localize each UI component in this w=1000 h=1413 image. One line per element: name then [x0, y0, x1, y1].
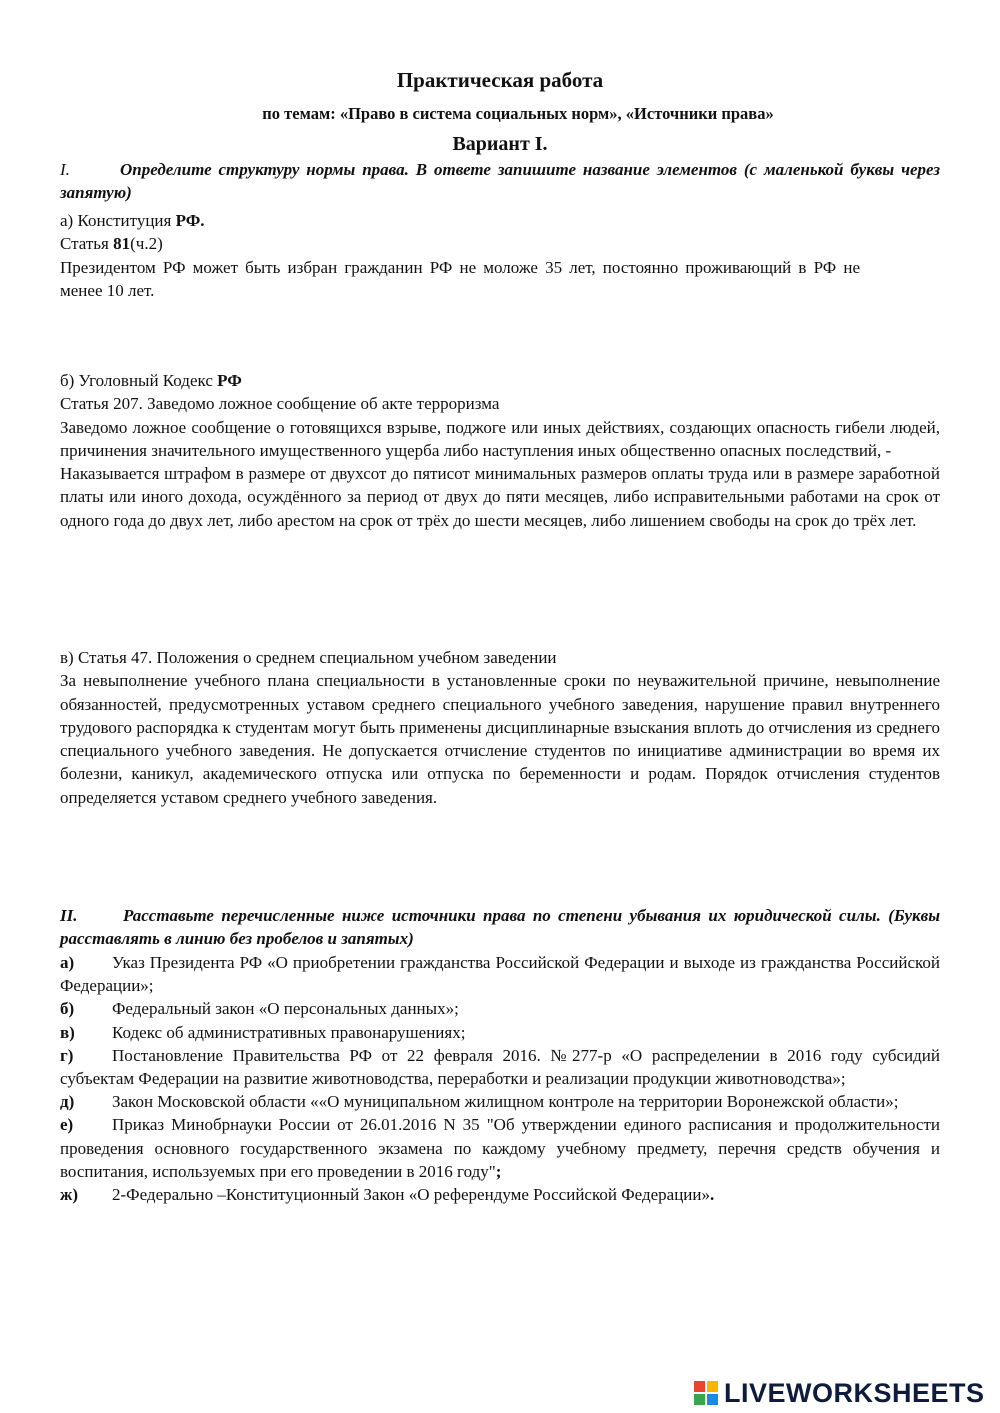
- section-b-source: [60, 369, 940, 392]
- section-c: [60, 646, 940, 809]
- list-item-text: Закон Московской области ««О муниципальном жилищном контроле на территории Воронежской области»;: [112, 1092, 899, 1112]
- list-item-label: д): [60, 1092, 75, 1112]
- section-c-article: в) Статья 47. Положения о среднем специальном учебном заведении: [60, 648, 557, 667]
- list-item-text: Федеральный закон «О персональных данных»;: [112, 999, 459, 1019]
- liveworksheets-logo: [694, 1378, 985, 1408]
- list-item-text: Кодекс об административных правонарушениях;: [112, 1022, 466, 1042]
- list-item-label: в): [60, 1022, 75, 1042]
- task-1-number: I.: [60, 160, 70, 179]
- task-2-number: II.: [60, 906, 78, 925]
- section-a-body: Президентом РФ может быть избран гражданин РФ не моложе 35 лет, постоянно проживающий в РФ не менее 10 лет.: [60, 257, 860, 300]
- section-a-article: [60, 232, 940, 255]
- logo-square: [694, 1381, 705, 1392]
- list-item-text: Указ Президента РФ «О приобретении гражданства Российской Федерации и выходе из гражданства Российской Федерации»;: [60, 953, 940, 996]
- list-item: [60, 1113, 940, 1183]
- task-2-instruction: [60, 904, 940, 950]
- task-2-text: Расставьте перечисленные ниже источники права по степени убывания их юридической силы. (Буквы расставлять в линию без пробелов и запятых): [60, 906, 940, 948]
- section-b-source-text: б) Уголовный Кодекс: [60, 371, 218, 390]
- section-b-paragraph-2: Наказывается штрафом в размере от двухсот до пятисот минимальных размеров оплаты труда или в размере заработной платы или иного дохода, осуждённого за период от двух до пяти месяцев, либо исправительными работами на срок от одного года до двух лет, либо арестом на срок от трёх до шести месяцев, либо лишением свободы на срок до трёх лет.: [60, 464, 940, 530]
- task-1-text: Определите структуру нормы права. В ответе запишите название элементов (с маленькой буквы через запятую): [60, 160, 940, 202]
- list-item: [60, 1044, 940, 1090]
- list-item: [60, 951, 940, 997]
- section-a-source: [60, 209, 940, 232]
- section-b: [60, 369, 940, 532]
- section-a-source-text: а) Конституция: [60, 211, 176, 230]
- section-a-article-prefix: Статья: [60, 234, 114, 254]
- logo-square: [707, 1381, 718, 1392]
- task-1-instruction: [60, 158, 940, 204]
- list-item-tail: ;: [495, 1161, 502, 1181]
- list-item-label: е): [60, 1115, 74, 1135]
- variant-heading: Вариант I.: [452, 133, 548, 155]
- list-item-tail: .: [710, 1185, 715, 1205]
- list-item-label: г): [60, 1045, 74, 1065]
- logo-text: LIVEWORKSHEETS: [724, 1377, 985, 1408]
- list-item-text: Приказ Минобрнауки России от 26.01.2016 N 35 "Об утверждении единого расписания и продолжительности проведения основного государственного экзамена по каждому учебному предмету, перечня средств обучения и воспитания, используемых при его проведении в 2016 году": [60, 1115, 940, 1181]
- logo-square: [707, 1394, 718, 1405]
- list-item: [60, 1021, 940, 1044]
- sources-list: [60, 951, 940, 1206]
- list-item-text: 2-Федерально –Конституционный Закон «О референдуме Российской Федерации»: [112, 1185, 710, 1205]
- section-c-body: За невыполнение учебного плана специальности в установленные сроки по неуважительной причине, невыполнение обязанностей, предусмотренных уставом среднего специального учебного заведения, нарушение правил внутреннего трудового распорядка к студентам могут быть применены дисциплинарные взыскания вплоть до отчисления из среднего специального учебного заведения. Не допускается отчисление студентов по инициативе администрации во время их болезни, каникул, академического отпуска или отпуска по беременности и родам. Порядок отчисления студентов определяется уставом среднего учебного заведения.: [60, 671, 940, 807]
- list-item: [60, 1090, 940, 1113]
- section-a-article-number: 81: [113, 234, 131, 254]
- list-item: [60, 997, 940, 1020]
- section-a-article-suffix: (ч.2): [130, 234, 163, 254]
- section-a-source-bold: РФ.: [175, 211, 205, 230]
- section-a: [60, 209, 940, 302]
- list-item-label: б): [60, 999, 75, 1019]
- list-item-label: а): [60, 953, 75, 972]
- page-title: Практическая работа: [396, 68, 604, 92]
- logo-mark-icon: [694, 1381, 718, 1405]
- section-b-article: Статья 207. Заведомо ложное сообщение об акте терроризма: [60, 394, 500, 414]
- list-item-text: Постановление Правительства РФ от 22 февраля 2016. №277-р «О распределении в 2016 году субсидий субъектам Федерации на развитие животноводства, переработки и реализации продукции животноводства»;: [60, 1045, 940, 1089]
- section-b-source-bold: РФ: [217, 371, 242, 390]
- section-b-paragraph-1: Заведомо ложное сообщение о готовящихся взрыве, поджоге или иных действиях, создающих опасность гибели людей, причинения значительного имущественного ущерба либо наступления иных общественно опасных последствий, -: [60, 417, 940, 460]
- list-item-label: ж): [60, 1185, 78, 1205]
- logo-square: [694, 1394, 705, 1405]
- list-item: [60, 1183, 940, 1206]
- page-subtitle: по темам: «Право в система социальных норм», «Источники права»: [262, 104, 774, 123]
